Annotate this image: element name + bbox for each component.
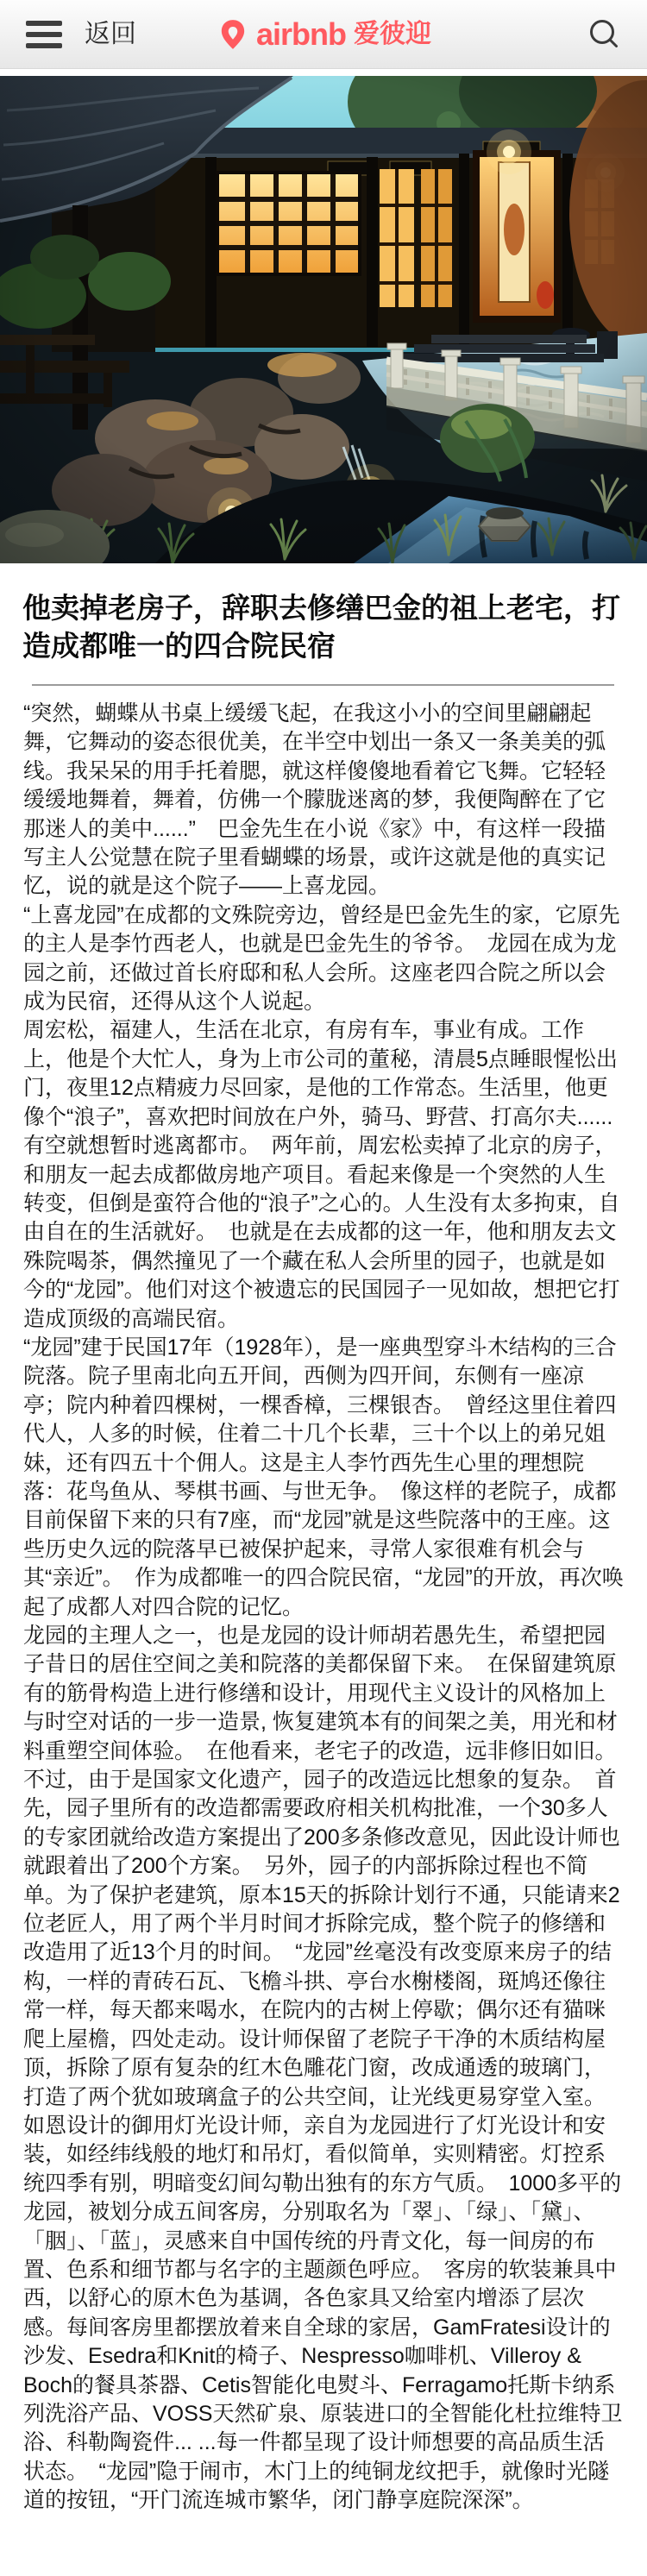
article-paragraph: “突然，蝴蝶从书桌上缓缓飞起，在我这小小的空间里翩翩起舞，它舞动的姿态很优美，在半空中划出一条又一条美美的弧线。我呆呆的用手托着腮，就这样傻傻地看着它飞舞。它轻轻缓缓地舞着，舞着，仿佛一个朦胧迷离的梦，我便陶醉在了它那迷人的美中......” 巴金先生在小说《家》中，有这样一段描写主人公觉慧在院子里看蝴蝶的场景，或许这就是他的真实记忆，说的就是这个院子——上喜龙园。: [23, 701, 606, 899]
hero-vignette: [0, 76, 647, 563]
search-icon[interactable]: [587, 17, 621, 52]
title-divider: [32, 684, 614, 686]
hero-image: [0, 76, 647, 563]
article-paragraph: “上喜龙园”在成都的文殊院旁边，曾经是巴金先生的家，它原先的主人是李竹西老人，也就是巴金先生的爷爷。 龙园在成为龙园之前，还做过首长府邸和私人会所。这座老四合院之所以会成为民宿，还得从这个人说起。: [23, 902, 620, 1015]
menu-icon[interactable]: [26, 21, 62, 48]
airbnb-belo-icon: [216, 18, 250, 51]
back-button[interactable]: 返回: [85, 19, 136, 48]
article-paragraph: 龙园的主理人之一，也是龙园的设计师胡若愚先生，希望把园子昔日的居住空间之美和院落的美都保留下来。 在保留建筑原有的筋骨构造上进行修缮和设计，用现代主义设计的风格加上与时空对话的一步一造景, 恢复建筑本有的间架之美，用光和材料重塑空间体验。 在他看来，老宅子的改造，远非修旧如旧。不过，由于是国家文化遗产，园子的改造远比想象的复杂。 首先，园子里所有的改造都需要政府相关机构批准，一个30多人的专家团就给改造方案提出了200多条修改意见，因此设计师也就跟着出了200个方案。 另外，园子的内部拆除过程也不简单。为了保护老建筑，原本15天的拆除计划行不通，只能请来2位老匠人，用了两个半月时间才拆除完成，整个院子的修缮和改造用了近13个月的时间。 “龙园”丝毫没有改变原来房子的结构，一样的青砖石瓦、飞檐斗拱、亭台水榭楼阁，斑鸠还像往常一样，每天都来喝水，在院内的古树上停歇；偶尔还有猫咪爬上屋檐，四处走动。设计师保留了老院子干净的木质结构屋顶，拆除了原有复杂的红木色雕花门窗，改成通透的玻璃门，打造了两个犹如玻璃盒子的公共空间，让光线更易穿堂入室。 如恩设计的御用灯光设计师，亲自为龙园进行了灯光设计和安装，如经纬线般的地灯和吊灯，看似简单，实则精密。灯控系统四季有别，明暗变幻间勾勒出独有的东方气质。 1000多平的龙园，被划分成五间客房，分别取名为「翠」、「绿」、「黛」、「胭」、「蓝」，灵感来自中国传统的丹青文化，每一间房的布置、色系和细节都与名字的主题颜色呼应。 客房的软装兼具中西，以舒心的原木色为基调，各色家具又给室内增添了层次感。每间客房里都摆放着来自全球的家居，GamFratesi设计的沙发、Esedra和Knit的椅子、Nespresso咖啡机、Villeroy & Boch的餐具茶器、Cetis智能化电熨斗、Ferragamo托斯卡纳系列洗浴产品、VOSS天然矿泉、原装进口的全智能化杜拉维特卫浴、科勒陶瓷件... ...每一件都呈现了设计师想要的高品质生活状态。 “龙园”隐于闹市，木门上的纯铜龙纹把手，就像时光隧道的按钮，“开门流连城市繁华，闭门静享庭院深深”。: [23, 1624, 623, 2513]
courtyard-night-illustration: [0, 76, 647, 563]
article-paragraph: “龙园”建于民国17年（1928年），是一座典型穿斗木结构的三合院落。院子里南北向五开间，西侧为四开间，东侧有一座凉亭；院内种着四棵树，一棵香樟，三棵银杏。 曾经这里住着四代人，人多的时候，住着二十几个长辈，三十个以上的弟兄姐妹，还有四五十个佣人。这是主人李竹西先生心里的理想院落：花鸟鱼从、琴棋书画、与世无争。 像这样的老院子，成都目前保留下来的只有7座，而“龙园”就是这些院落中的王座。这些历史久远的院落早已被保护起来，寻常人家很难有机会与其“亲近”。 作为成都唯一的四合院民宿，“龙园”的开放，再次唤起了成都人对四合院的记忆。: [23, 1335, 624, 1619]
header-left-group: [0, 21, 136, 48]
article-paragraph: 周宏松，福建人，生活在北京，有房有车，事业有成。工作上，他是个大忙人，身为上市公司的董秘，清晨5点睡眼惺忪出门，夜里12点精疲力尽回家，是他的工作常态。生活里，他更像个“浪子”，喜欢把时间放在户外，骑马、野营、打高尔夫......有空就想暂时逃离都市。 两年前，周宏松卖掉了北京的房子，和朋友一起去成都做房地产项目。看起来像是一个突然的人生转变，但倒是蛮符合他的“浪子”之心的。人生没有太多拘束，自由自在的生活就好。 也就是在去成都的这一年，他和朋友去文殊院喝茶，偶然撞见了一个藏在私人会所里的园子，也就是如今的“龙园”。他们对这个被遗忘的民国园子一见如故，想把它打造成顶级的高端民宿。: [23, 1018, 620, 1331]
brand-wordmark: airbnb: [255, 16, 347, 52]
header-bar: [0, 0, 647, 69]
article-title: 他卖掉老房子，辞职去修缮巴金的祖上老宅，打造成都唯一的四合院民宿: [22, 592, 620, 662]
brand-wordmark-cn: 爱彼迎: [354, 19, 432, 48]
airbnb-logo[interactable]: [216, 18, 431, 51]
article-body: [0, 700, 647, 2576]
